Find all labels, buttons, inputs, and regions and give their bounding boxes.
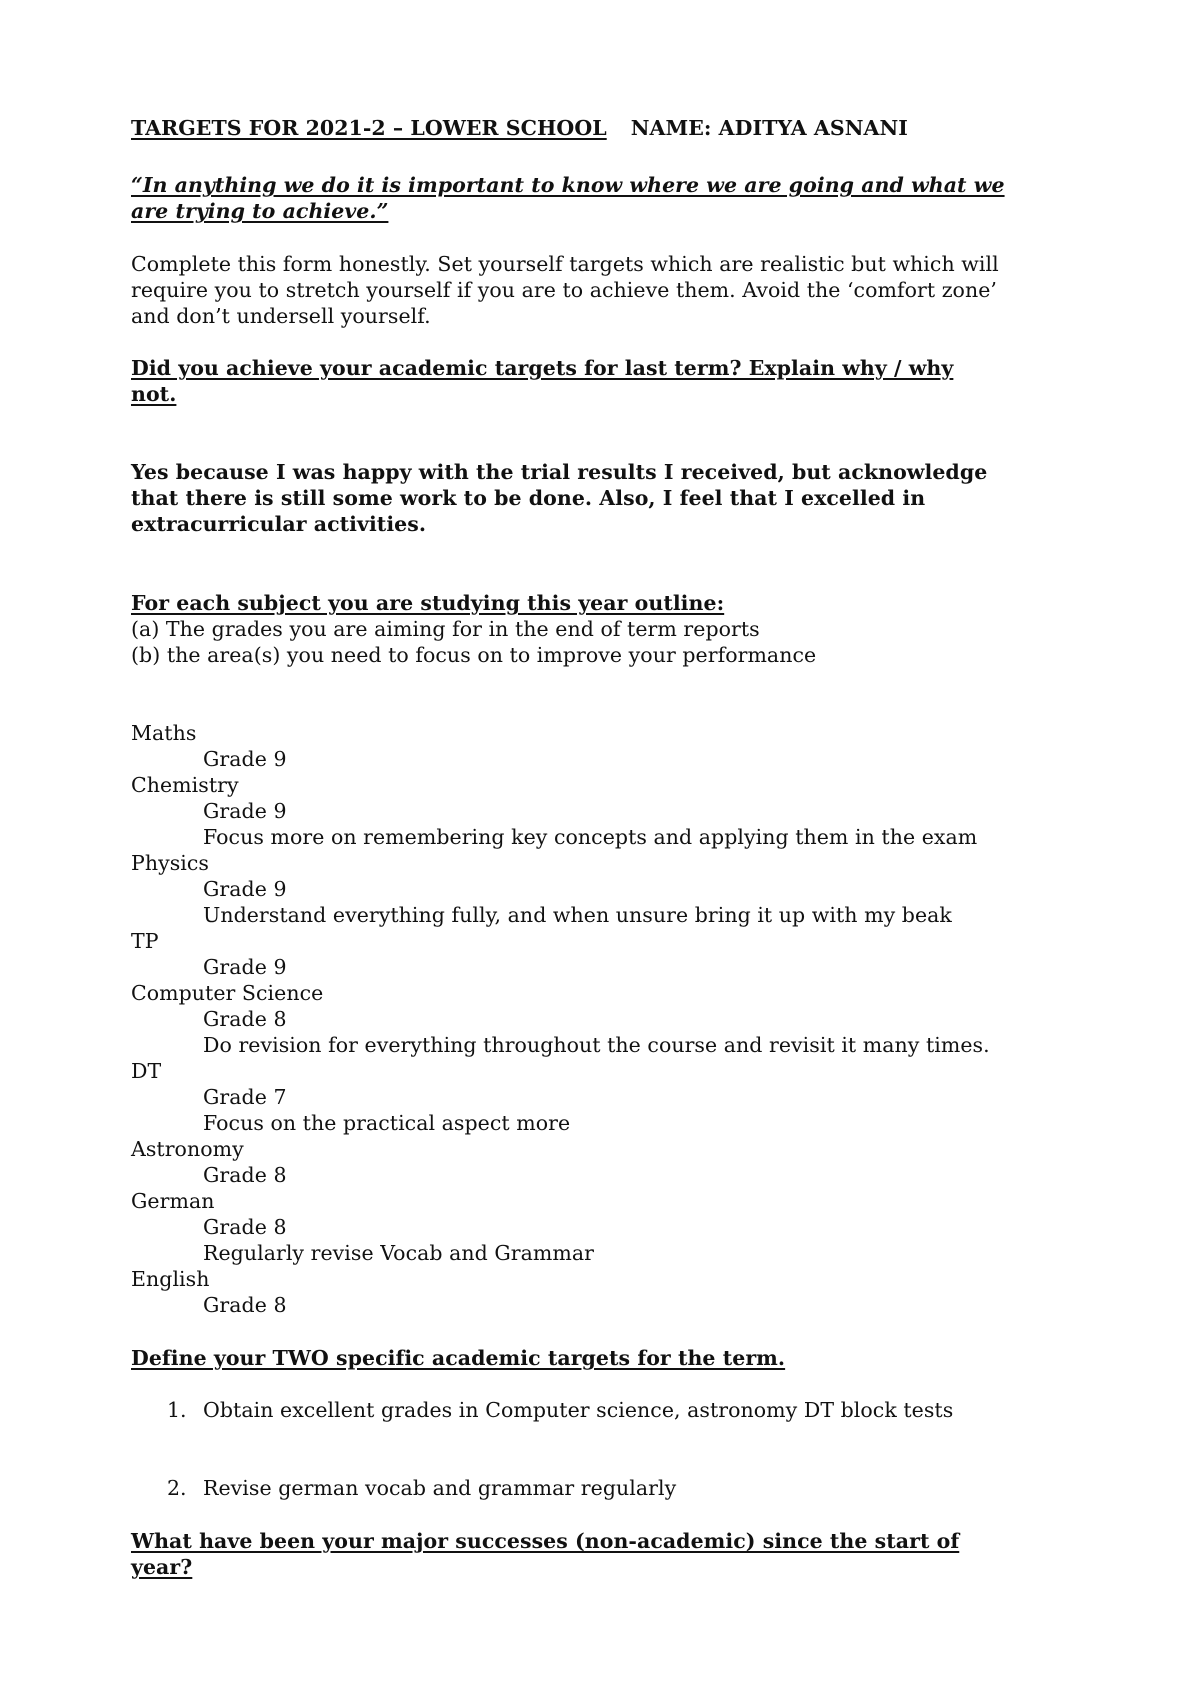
subject-grade: Grade 9 (203, 747, 287, 771)
target-number: 2. (167, 1476, 187, 1500)
subject-grade: Grade 8 (203, 1163, 287, 1187)
subject-focus: Regularly revise Vocab and Grammar (203, 1241, 595, 1265)
answer-line-2: that there is still some work to be done. Also, I feel that I excelled in (131, 486, 926, 510)
subject-grade: Grade 9 (203, 955, 287, 979)
student-name: NAME: ADITYA ASNANI (630, 116, 908, 140)
subject-focus: Focus on the practical aspect more (203, 1111, 571, 1135)
subject-name: Maths (131, 721, 197, 745)
target-number: 1. (167, 1398, 187, 1422)
subject-grade: Grade 8 (203, 1007, 287, 1031)
answer-line-1: Yes because I was happy with the trial results I received, but acknowledge (131, 460, 988, 484)
subject-focus: Understand everything fully, and when unsure bring it up with my beak (203, 903, 952, 927)
question-successes-line-2: year? (131, 1555, 193, 1579)
subjects-heading: For each subject you are studying this year outline: (131, 591, 725, 615)
subjects-prompt-a: (a) The grades you are aiming for in the end of term reports (131, 617, 760, 641)
subject-grade: Grade 9 (203, 877, 287, 901)
intro-line-3: and don’t undersell yourself. (131, 304, 431, 328)
subject-grade: Grade 7 (203, 1085, 287, 1109)
subject-name: Chemistry (131, 773, 239, 797)
target-text: Revise german vocab and grammar regularly (203, 1476, 677, 1500)
subject-name: Computer Science (131, 981, 324, 1005)
subject-focus: Focus more on remembering key concepts and applying them in the exam (203, 825, 978, 849)
subject-name: English (131, 1267, 210, 1291)
subject-grade: Grade 9 (203, 799, 287, 823)
targets-heading: Define your TWO specific academic targets for the term. (131, 1346, 786, 1370)
intro-line-1: Complete this form honestly. Set yourself targets which are realistic but which will (131, 252, 999, 276)
intro-line-2: require you to stretch yourself if you are to achieve them. Avoid the ‘comfort zone’ (131, 278, 997, 302)
subject-name: German (131, 1189, 215, 1213)
subject-grade: Grade 8 (203, 1293, 287, 1317)
subject-name: TP (131, 929, 159, 953)
target-text: Obtain excellent grades in Computer science, astronomy DT block tests (203, 1398, 954, 1422)
form-title: TARGETS FOR 2021-2 – LOWER SCHOOL (131, 116, 607, 140)
subject-name: Astronomy (131, 1137, 244, 1161)
quote-line-2: are trying to achieve.” (131, 199, 389, 223)
answer-line-3: extracurricular activities. (131, 512, 427, 536)
subjects-prompt-b: (b) the area(s) you need to focus on to improve your performance (131, 643, 817, 667)
subject-name: Physics (131, 851, 210, 875)
subject-name: DT (131, 1059, 162, 1083)
subject-grade: Grade 8 (203, 1215, 287, 1239)
subject-focus: Do revision for everything throughout the course and revisit it many times. (203, 1033, 990, 1057)
quote-line-1: “In anything we do it is important to know where we are going and what we (131, 173, 1005, 197)
question-successes-line-1: What have been your major successes (non-academic) since the start of (131, 1529, 960, 1553)
question-last-term-line-2: not. (131, 382, 177, 406)
title-line (131, 115, 908, 141)
question-last-term-line-1: Did you achieve your academic targets for last term? Explain why / why (131, 356, 954, 380)
